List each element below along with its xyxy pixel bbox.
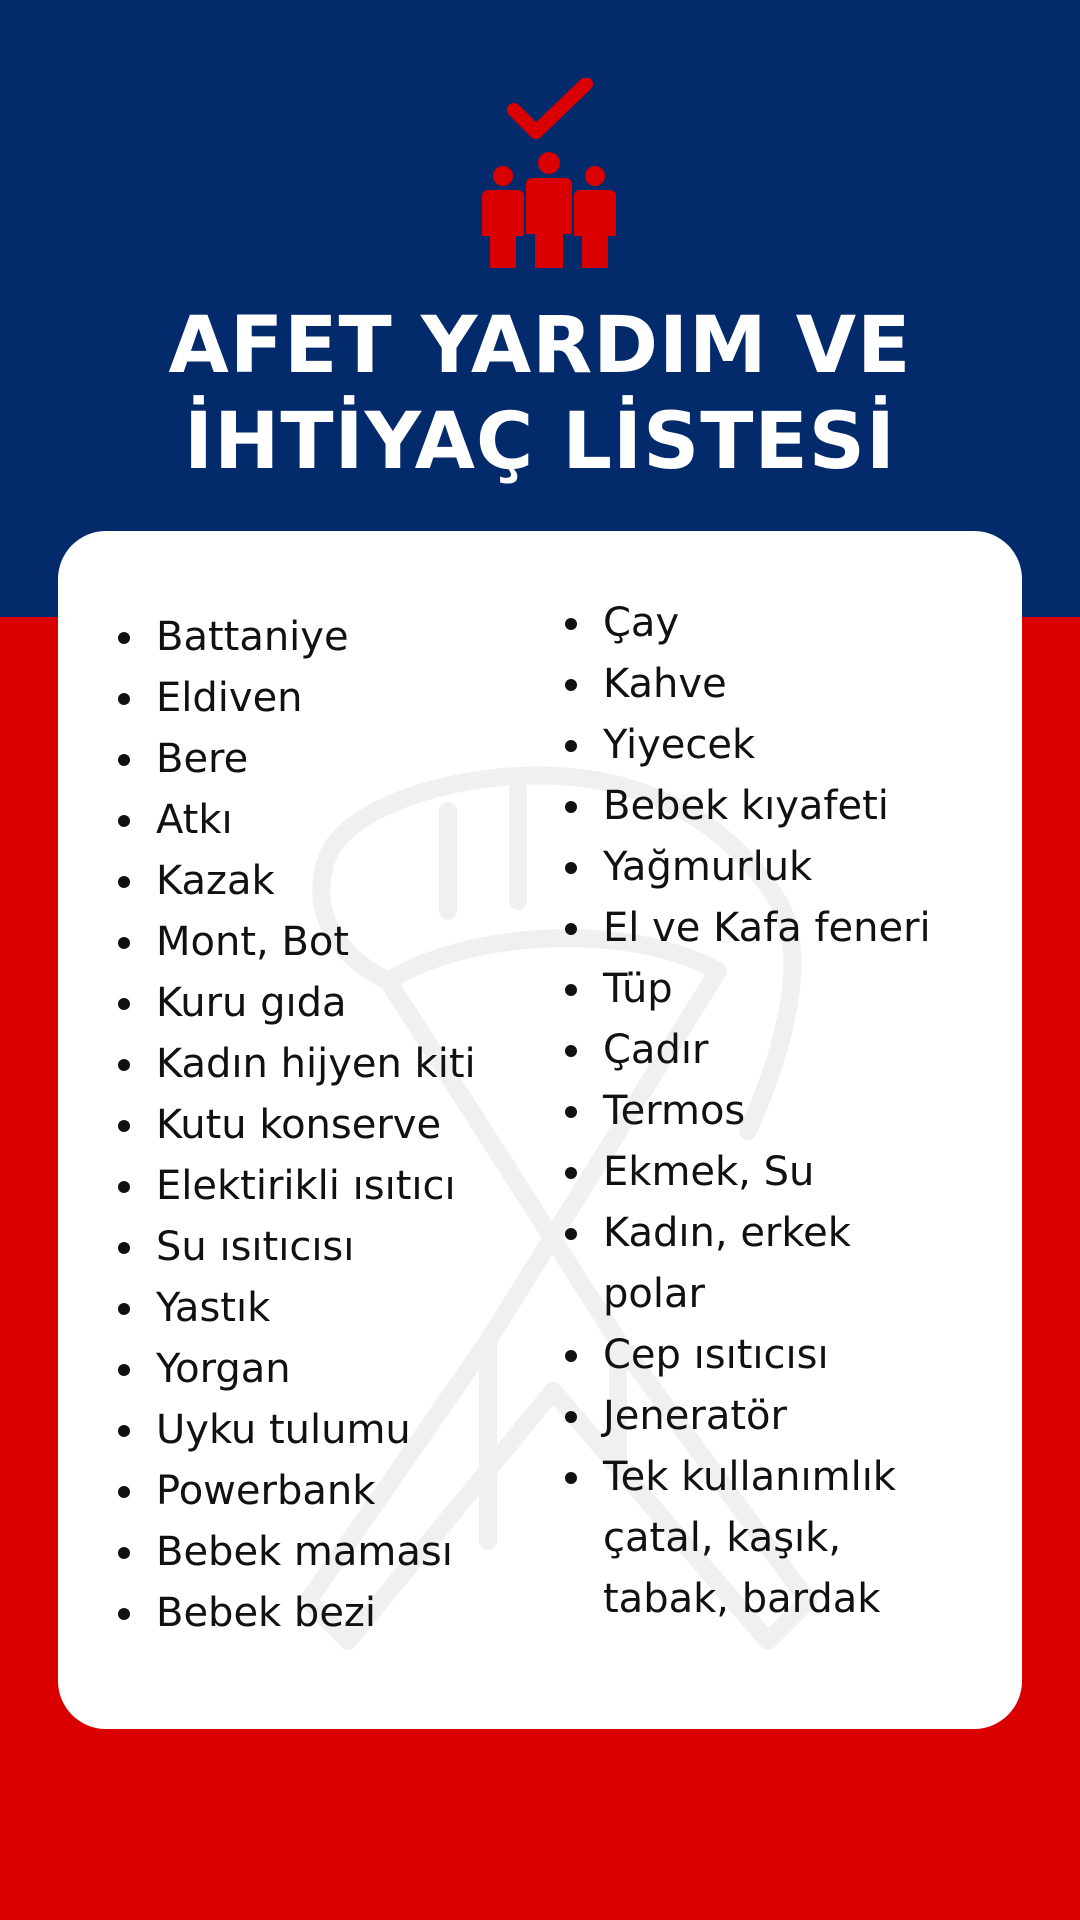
bullet [565,1350,577,1362]
list-item [115,790,555,851]
list-item-label: El ve Kafa feneri [603,905,931,951]
list-item [115,851,555,912]
bullet [118,693,130,705]
bullet [565,679,577,691]
bullet [565,801,577,813]
list-item [562,776,1002,837]
bullet [565,1411,577,1423]
list-item [115,1217,555,1278]
bullet [565,740,577,752]
list-item-label: Kazak [156,858,275,904]
bullet [565,984,577,996]
list-item-label: Uyku tulumu [156,1407,411,1453]
list-card [58,531,1022,1729]
list-item-label: Mont, Bot [156,919,350,965]
list-item [562,1081,1002,1142]
bullet [118,815,130,827]
list-item [562,1386,1002,1447]
list-item-label: Tüp [603,966,673,1012]
list-item [115,1400,555,1461]
list-item [115,1583,555,1644]
list-item [115,668,555,729]
list-item-label: Bebek kıyafeti [603,783,889,829]
list-item-label: Eldiven [156,675,303,721]
page-title [0,298,1080,490]
list-item-label: Kadın hijyen kiti [156,1041,476,1087]
bullet [118,1303,130,1315]
list-item-label: Yorgan [156,1346,291,1392]
list-item [562,593,1002,654]
list-item-label: Yastık [156,1285,271,1331]
bullet [118,754,130,766]
list-item-label: Yiyecek [603,722,756,768]
title-line-2: İHTİYAÇ LİSTESİ [184,397,896,487]
list-item-label: Kahve [603,661,727,707]
list-item [562,1203,1002,1325]
list-item-label: Ekmek, Su [603,1149,815,1195]
list-item-label: Yağmurluk [603,844,813,890]
list-item-label: Kadın, erkek polar [603,1210,851,1317]
list-item [115,912,555,973]
list-item [115,973,555,1034]
list-item-label: Powerbank [156,1468,376,1514]
list-item [115,1339,555,1400]
list-item-label: Bere [156,736,249,782]
list-item-label: Bebek maması [156,1529,453,1575]
list-item [115,607,555,668]
bullet [565,862,577,874]
bullet [118,1486,130,1498]
list-item-label: Atkı [156,797,233,843]
bullet [118,1059,130,1071]
list-item [115,729,555,790]
bullet [118,1181,130,1193]
list-item-label: Kuru gıda [156,980,347,1026]
bullet [118,1425,130,1437]
list-item [115,1522,555,1583]
bullet [565,1228,577,1240]
list-item [562,1447,1002,1630]
list-item [562,1325,1002,1386]
bullet [118,876,130,888]
bullet [565,923,577,935]
bullet [118,1120,130,1132]
bullet [565,1106,577,1118]
list-item-label: Çay [603,600,680,646]
list-item-label: Elektirikli ısıtıcı [156,1163,456,1209]
bullet [118,937,130,949]
list-item [562,898,1002,959]
list-item-label: Cep ısıtıcısı [603,1332,829,1378]
list-item [115,1034,555,1095]
list-item [562,1142,1002,1203]
title-line-1: AFET YARDIM VE [168,301,912,391]
list-item [562,715,1002,776]
list-item [562,959,1002,1020]
bullet [118,1364,130,1376]
list-item-label: Jeneratör [603,1393,787,1439]
list-item-label: Battaniye [156,614,349,660]
bullet [565,1045,577,1057]
list-item [115,1095,555,1156]
list-item-label: Tek kullanımlık çatal, kaşık, tabak, bardak [603,1454,896,1622]
bullet [118,1547,130,1559]
list-item-label: Termos [603,1088,746,1134]
list-item [115,1461,555,1522]
list-item-label: Su ısıtıcısı [156,1224,355,1270]
list-item-label: Kutu konserve [156,1102,442,1148]
list-item-label: Çadır [603,1027,709,1073]
people-checkmark-icon [476,78,622,268]
needs-list-left [115,607,555,1644]
list-item [562,654,1002,715]
list-item-label: Bebek bezi [156,1590,377,1636]
bullet [565,1472,577,1484]
bullet [565,618,577,630]
list-item [562,1020,1002,1081]
bullet [118,1242,130,1254]
list-item [115,1278,555,1339]
list-item [115,1156,555,1217]
bullet [118,632,130,644]
list-item [562,837,1002,898]
needs-list-right [562,593,1002,1630]
bullet [565,1167,577,1179]
bullet [118,998,130,1010]
bullet [118,1608,130,1620]
